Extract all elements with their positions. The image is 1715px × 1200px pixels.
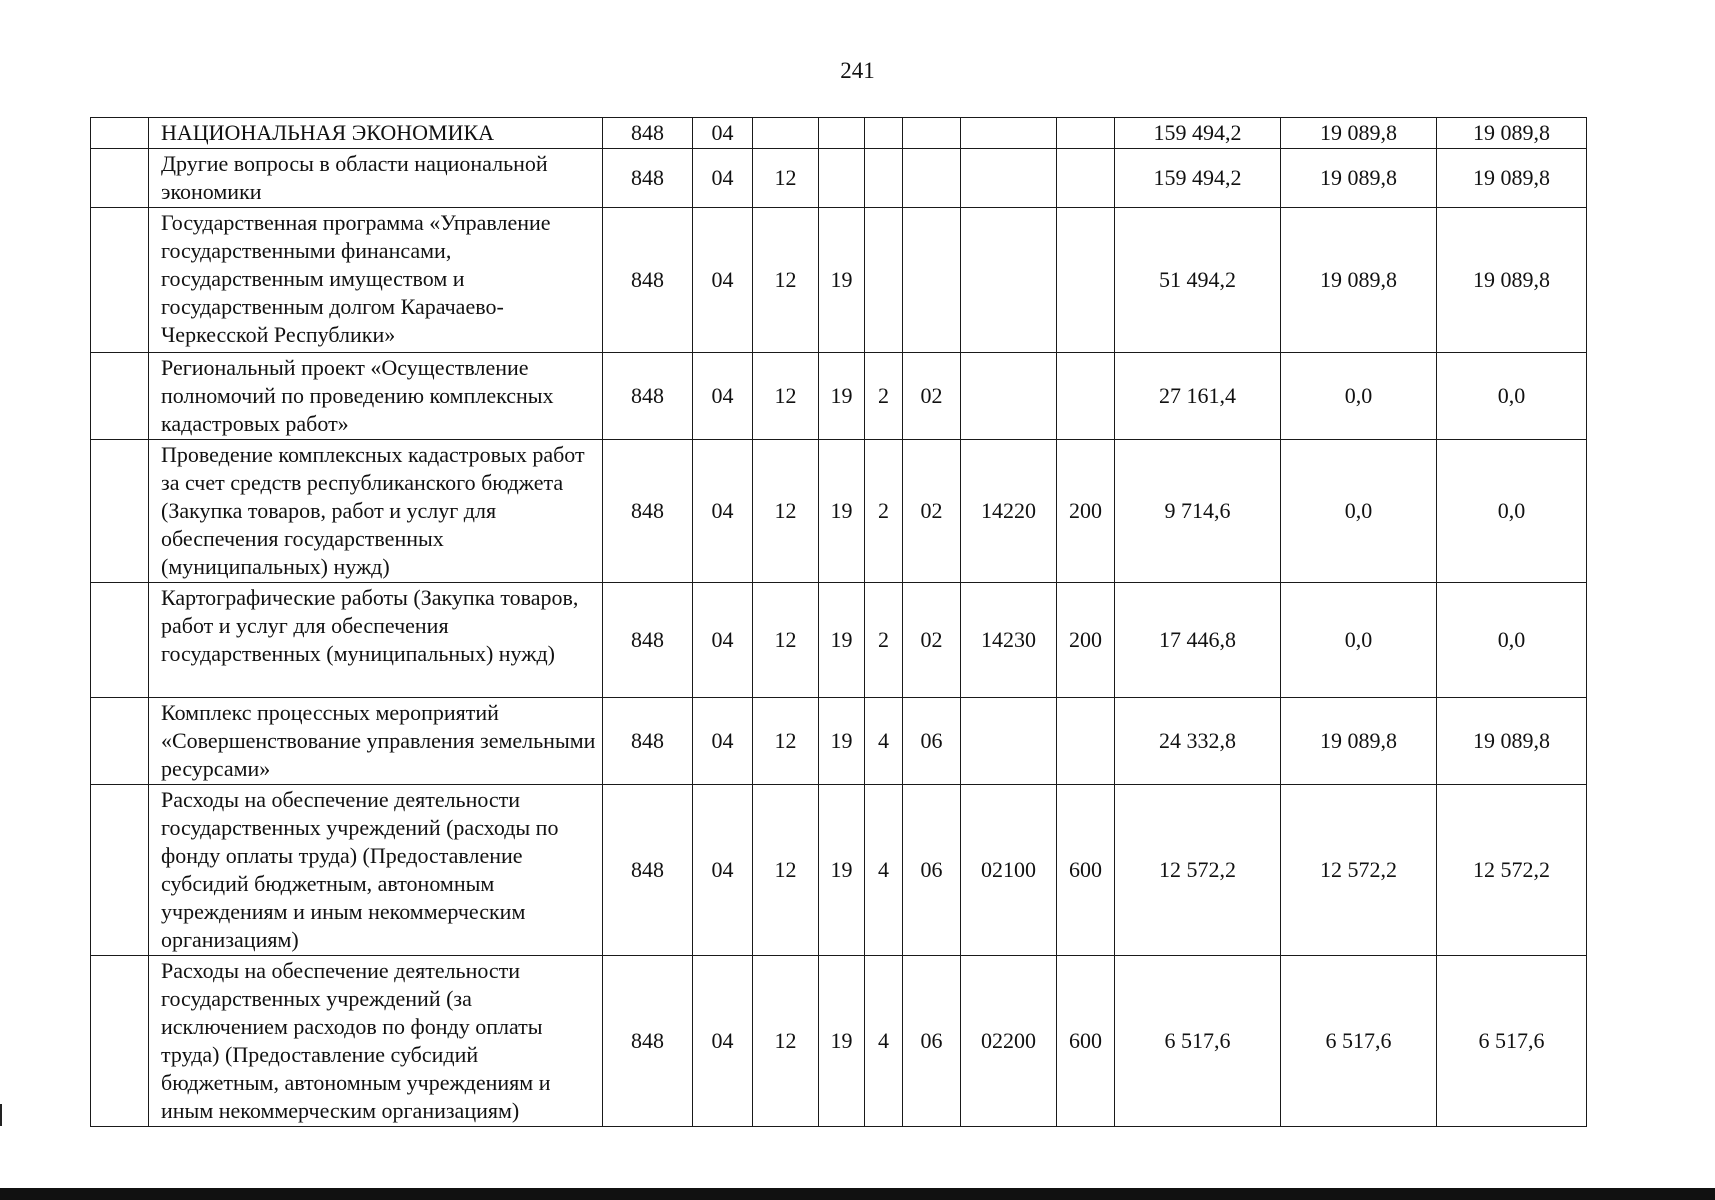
row-number-cell bbox=[91, 785, 149, 956]
expense-type-cell bbox=[1057, 118, 1115, 149]
program-code-cell: 19 bbox=[819, 785, 865, 956]
amount-year1-cell: 9 714,6 bbox=[1115, 440, 1281, 583]
table-row bbox=[91, 956, 1587, 1127]
program-code-cell: 19 bbox=[819, 208, 865, 353]
amount-year2-cell: 12 572,2 bbox=[1281, 785, 1437, 956]
event-code-cell: 02 bbox=[903, 353, 961, 440]
program-code-cell: 19 bbox=[819, 698, 865, 785]
expense-type-cell bbox=[1057, 353, 1115, 440]
ministry-code-cell: 848 bbox=[603, 118, 693, 149]
subsection-code-cell: 12 bbox=[753, 698, 819, 785]
amount-year1-cell: 51 494,2 bbox=[1115, 208, 1281, 353]
expense-type-cell bbox=[1057, 208, 1115, 353]
row-number-cell bbox=[91, 698, 149, 785]
amount-year2-cell: 19 089,8 bbox=[1281, 698, 1437, 785]
amount-year1-cell: 12 572,2 bbox=[1115, 785, 1281, 956]
program-type-cell: 2 bbox=[865, 353, 903, 440]
section-code-cell: 04 bbox=[693, 353, 753, 440]
ministry-code-cell: 848 bbox=[603, 440, 693, 583]
subsection-code-cell: 12 bbox=[753, 149, 819, 208]
program-type-cell bbox=[865, 149, 903, 208]
program-type-cell bbox=[865, 208, 903, 353]
program-type-cell: 4 bbox=[865, 785, 903, 956]
section-code-cell: 04 bbox=[693, 956, 753, 1127]
program-type-cell: 4 bbox=[865, 956, 903, 1127]
item-name-cell: Региональный проект «Осуществление полномочий по проведению комплексных кадастровых работ» bbox=[149, 353, 603, 440]
program-code-cell bbox=[819, 118, 865, 149]
direction-code-cell bbox=[961, 208, 1057, 353]
amount-year3-cell: 19 089,8 bbox=[1437, 118, 1587, 149]
amount-year2-cell: 0,0 bbox=[1281, 353, 1437, 440]
item-name-cell: Расходы на обеспечение деятельности государственных учреждений (расходы по фонду оплаты труда) (Предоставление субсидий бюджетным, автономным учреждениям и иным некоммерческим организациям) bbox=[149, 785, 603, 956]
amount-year1-cell: 27 161,4 bbox=[1115, 353, 1281, 440]
ministry-code-cell: 848 bbox=[603, 698, 693, 785]
ministry-code-cell: 848 bbox=[603, 353, 693, 440]
subsection-code-cell: 12 bbox=[753, 956, 819, 1127]
event-code-cell: 06 bbox=[903, 785, 961, 956]
page-number: 241 bbox=[840, 58, 875, 83]
program-type-cell: 4 bbox=[865, 698, 903, 785]
program-code-cell: 19 bbox=[819, 956, 865, 1127]
direction-code-cell: 14230 bbox=[961, 583, 1057, 698]
row-number-cell bbox=[91, 353, 149, 440]
subsection-code-cell: 12 bbox=[753, 583, 819, 698]
section-code-cell: 04 bbox=[693, 583, 753, 698]
expense-type-cell: 600 bbox=[1057, 785, 1115, 956]
event-code-cell: 02 bbox=[903, 583, 961, 698]
amount-year2-cell: 19 089,8 bbox=[1281, 208, 1437, 353]
amount-year3-cell: 12 572,2 bbox=[1437, 785, 1587, 956]
event-code-cell: 06 bbox=[903, 698, 961, 785]
direction-code-cell: 02200 bbox=[961, 956, 1057, 1127]
amount-year1-cell: 17 446,8 bbox=[1115, 583, 1281, 698]
amount-year3-cell: 0,0 bbox=[1437, 353, 1587, 440]
table-row bbox=[91, 208, 1587, 353]
event-code-cell: 06 bbox=[903, 956, 961, 1127]
item-name-cell: Другие вопросы в области национальной экономики bbox=[149, 149, 603, 208]
ministry-code-cell: 848 bbox=[603, 583, 693, 698]
amount-year2-cell: 6 517,6 bbox=[1281, 956, 1437, 1127]
amount-year3-cell: 19 089,8 bbox=[1437, 149, 1587, 208]
budget-table bbox=[90, 117, 1587, 1127]
scan-bottom-edge bbox=[0, 1188, 1715, 1200]
table-row bbox=[91, 118, 1587, 149]
table-row bbox=[91, 353, 1587, 440]
expense-type-cell: 600 bbox=[1057, 956, 1115, 1127]
section-code-cell: 04 bbox=[693, 440, 753, 583]
section-code-cell: 04 bbox=[693, 785, 753, 956]
row-number-cell bbox=[91, 149, 149, 208]
program-type-cell: 2 bbox=[865, 583, 903, 698]
scan-edge-mark bbox=[0, 1104, 2, 1126]
expense-type-cell bbox=[1057, 149, 1115, 208]
item-name-cell: Расходы на обеспечение деятельности государственных учреждений (за исключением расходов по фонду оплаты труда) (Предоставление субсидий бюджетным, автономным учреждениям и иным некоммерческим организациям) bbox=[149, 956, 603, 1127]
subsection-code-cell: 12 bbox=[753, 208, 819, 353]
table-row bbox=[91, 698, 1587, 785]
amount-year2-cell: 0,0 bbox=[1281, 440, 1437, 583]
amount-year1-cell: 6 517,6 bbox=[1115, 956, 1281, 1127]
row-number-cell bbox=[91, 118, 149, 149]
table-row bbox=[91, 440, 1587, 583]
amount-year1-cell: 24 332,8 bbox=[1115, 698, 1281, 785]
amount-year2-cell: 19 089,8 bbox=[1281, 149, 1437, 208]
program-type-cell: 2 bbox=[865, 440, 903, 583]
section-code-cell: 04 bbox=[693, 118, 753, 149]
section-code-cell: 04 bbox=[693, 149, 753, 208]
ministry-code-cell: 848 bbox=[603, 149, 693, 208]
item-name-cell: Проведение комплексных кадастровых работ за счет средств республиканского бюджета (Закупка товаров, работ и услуг для обеспечения государственных (муниципальных) нужд) bbox=[149, 440, 603, 583]
subsection-code-cell: 12 bbox=[753, 785, 819, 956]
item-name-cell: Картографические работы (Закупка товаров, работ и услуг для обеспечения государственных (муниципальных) нужд) bbox=[149, 583, 603, 698]
program-code-cell: 19 bbox=[819, 583, 865, 698]
row-number-cell bbox=[91, 956, 149, 1127]
program-code-cell: 19 bbox=[819, 353, 865, 440]
item-name-cell: НАЦИОНАЛЬНАЯ ЭКОНОМИКА bbox=[149, 118, 603, 149]
ministry-code-cell: 848 bbox=[603, 785, 693, 956]
amount-year2-cell: 0,0 bbox=[1281, 583, 1437, 698]
amount-year3-cell: 0,0 bbox=[1437, 440, 1587, 583]
expense-type-cell bbox=[1057, 698, 1115, 785]
direction-code-cell: 14220 bbox=[961, 440, 1057, 583]
row-number-cell bbox=[91, 208, 149, 353]
amount-year3-cell: 0,0 bbox=[1437, 583, 1587, 698]
amount-year3-cell: 19 089,8 bbox=[1437, 208, 1587, 353]
program-code-cell: 19 bbox=[819, 440, 865, 583]
item-name-cell: Государственная программа «Управление государственными финансами, государственным имуществом и государственным долгом Карачаево-Черкесской Республики» bbox=[149, 208, 603, 353]
table-row bbox=[91, 149, 1587, 208]
event-code-cell bbox=[903, 118, 961, 149]
amount-year1-cell: 159 494,2 bbox=[1115, 149, 1281, 208]
event-code-cell bbox=[903, 149, 961, 208]
event-code-cell bbox=[903, 208, 961, 353]
direction-code-cell: 02100 bbox=[961, 785, 1057, 956]
ministry-code-cell: 848 bbox=[603, 956, 693, 1127]
row-number-cell bbox=[91, 440, 149, 583]
amount-year3-cell: 6 517,6 bbox=[1437, 956, 1587, 1127]
event-code-cell: 02 bbox=[903, 440, 961, 583]
row-number-cell bbox=[91, 583, 149, 698]
direction-code-cell bbox=[961, 353, 1057, 440]
amount-year2-cell: 19 089,8 bbox=[1281, 118, 1437, 149]
expense-type-cell: 200 bbox=[1057, 583, 1115, 698]
amount-year1-cell: 159 494,2 bbox=[1115, 118, 1281, 149]
table-row bbox=[91, 785, 1587, 956]
program-code-cell bbox=[819, 149, 865, 208]
amount-year3-cell: 19 089,8 bbox=[1437, 698, 1587, 785]
table-body bbox=[91, 118, 1587, 1127]
subsection-code-cell: 12 bbox=[753, 440, 819, 583]
subsection-code-cell: 12 bbox=[753, 353, 819, 440]
ministry-code-cell: 848 bbox=[603, 208, 693, 353]
direction-code-cell bbox=[961, 149, 1057, 208]
section-code-cell: 04 bbox=[693, 208, 753, 353]
section-code-cell: 04 bbox=[693, 698, 753, 785]
subsection-code-cell bbox=[753, 118, 819, 149]
table-row bbox=[91, 583, 1587, 698]
expense-type-cell: 200 bbox=[1057, 440, 1115, 583]
item-name-cell: Комплекс процессных мероприятий «Совершенствование управления земельными ресурсами» bbox=[149, 698, 603, 785]
direction-code-cell bbox=[961, 118, 1057, 149]
program-type-cell bbox=[865, 118, 903, 149]
direction-code-cell bbox=[961, 698, 1057, 785]
